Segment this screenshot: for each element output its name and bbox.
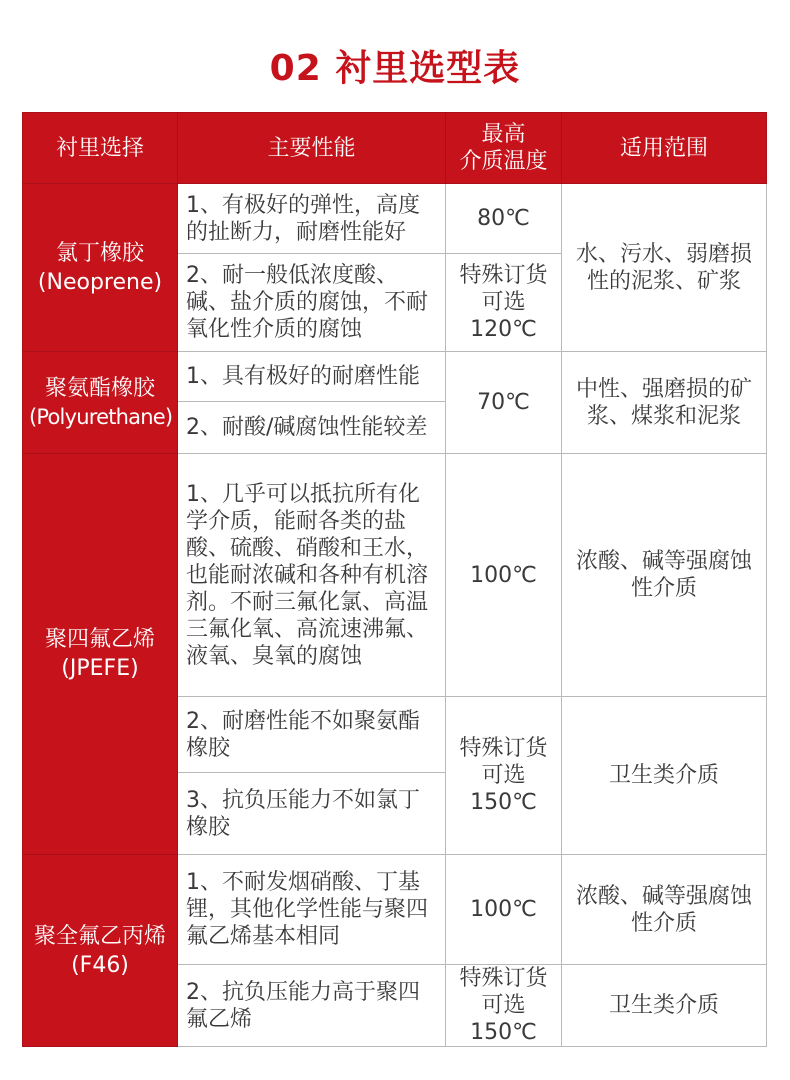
application-cell: 卫生类介质 [562,697,767,855]
temperature-cell: 80℃ [446,184,562,254]
feature-cell: 1、具有极好的耐磨性能 [178,352,446,402]
table-row [23,352,767,402]
temperature-cell [446,697,562,855]
temperature-line1: 特殊订货 [459,263,548,288]
application-cell: 水、污水、弱磨损性的泥浆、矿浆 [562,184,767,352]
material-cell [23,454,178,855]
temperature-cell [446,254,562,352]
material-name: 聚四氟乙烯 [44,627,155,652]
temperature-line2: 可选120℃ [470,290,537,342]
material-name: 聚氨酯橡胶 [44,375,155,401]
header-material: 衬里选择 [23,113,178,184]
table-row [23,855,767,965]
feature-cell: 1、有极好的弹性，高度的扯断力，耐磨性能好 [178,184,446,254]
table-row [23,184,767,254]
temperature-line2: 可选150℃ [470,763,537,815]
temperature-cell: 100℃ [446,855,562,965]
table-row [23,454,767,697]
lining-selection-table [22,112,767,1047]
temperature-line1: 特殊订货 [459,966,548,991]
temperature-line1: 特殊订货 [459,736,548,761]
temperature-line2: 可选150℃ [470,993,537,1045]
feature-cell: 1、几乎可以抵抗所有化学介质，能耐各类的盐酸、硫酸、硝酸和王水，也能耐浓碱和各种有机溶剂。不耐三氟化氯、高温三氟化氧、高流速沸氟、液氧、臭氧的腐蚀 [178,454,446,697]
header-temperature-line2: 介质温度 [459,149,548,174]
header-temperature-line1: 最高 [481,122,526,147]
feature-cell: 2、耐酸/碱腐蚀性能较差 [178,402,446,454]
feature-cell: 2、抗负压能力高于聚四氟乙烯 [178,965,446,1047]
page-title: 02 衬里选型表 [269,48,521,89]
material-latin: (Neoprene) [37,269,163,295]
material-latin: (F46) [71,952,129,978]
application-cell: 浓酸、碱等强腐蚀性介质 [562,855,767,965]
feature-cell: 2、耐磨性能不如聚氨酯橡胶 [178,697,446,773]
table-header-row [23,113,767,184]
material-name: 聚全氟乙丙烯 [33,923,166,949]
feature-cell: 1、不耐发烟硝酸、丁基锂，其他化学性能与聚四氟乙烯基本相同 [178,855,446,965]
header-application: 适用范围 [562,113,767,184]
feature-cell: 2、耐一般低浓度酸、碱、盐介质的腐蚀，不耐氧化性介质的腐蚀 [178,254,446,352]
application-cell: 中性、强磨损的矿浆、煤浆和泥浆 [562,352,767,454]
material-cell [23,855,178,1047]
material-cell [23,184,178,352]
material-latin: (JPEFE) [61,656,139,681]
material-cell [23,352,178,454]
header-performance: 主要性能 [178,113,446,184]
material-latin: (Polyurethane) [29,404,173,429]
temperature-cell: 70℃ [446,352,562,454]
temperature-cell [446,965,562,1047]
header-temperature [446,113,562,184]
temperature-cell: 100℃ [446,454,562,697]
application-cell: 浓酸、碱等强腐蚀性介质 [562,454,767,697]
application-cell: 卫生类介质 [562,965,767,1047]
feature-cell: 3、抗负压能力不如氯丁橡胶 [178,773,446,855]
material-name: 氯丁橡胶 [55,240,144,266]
